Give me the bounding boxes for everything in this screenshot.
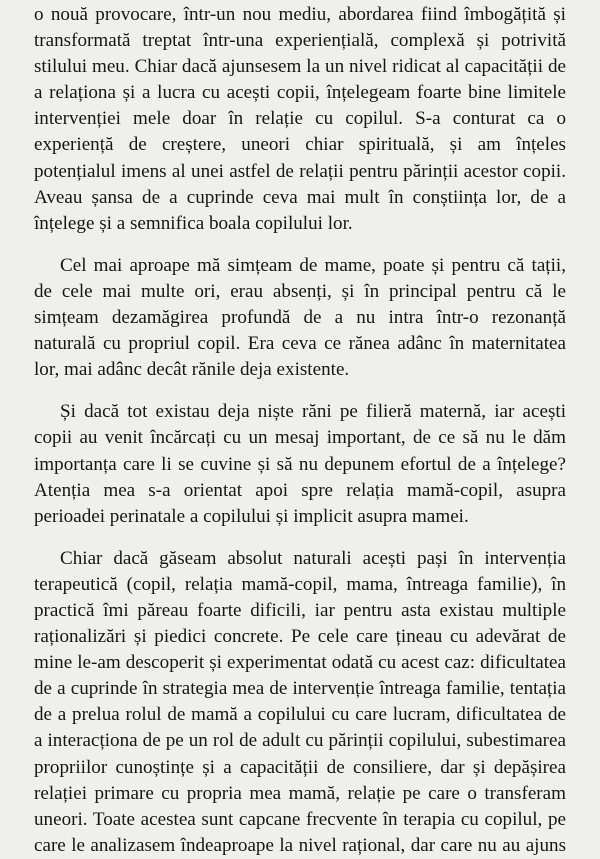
text-line: terapeutică (copil, relația mamă-copil, mama, întreaga familie), în bbox=[34, 573, 566, 595]
paragraph-2 bbox=[34, 253, 566, 383]
text-line: Atenția mea s-a orientat apoi spre relația mamă-copil, asupra bbox=[34, 479, 566, 501]
text-line: stilului meu. Chiar dacă ajunsesem la un nivel ridicat al capacității de bbox=[34, 56, 566, 78]
text-line: Aveau șansa de a cuprinde ceva mai mult în conștiința lor, de a bbox=[34, 186, 566, 208]
text-line: naturală cu propriul copil. Era ceva ce rănea adânc în maternitatea bbox=[34, 333, 566, 355]
text-line: a relaționa și a lucra cu acești copii, înțelegeam foarte bine limitele bbox=[34, 82, 566, 104]
text-line: Cel mai aproape mă simțeam de mame, poate și pentru că tații, bbox=[60, 254, 566, 276]
paragraph-3 bbox=[34, 399, 566, 529]
text-line: importanța care li se cuvine și să nu depunem efortul de a înțelege? bbox=[34, 453, 566, 475]
text-line: lor, mai adânc decât rănile deja existente. bbox=[34, 359, 350, 381]
text-line: care le analizasem îndeaproape la nivel rațional, dar care nu au ajuns bbox=[34, 834, 566, 856]
text-line: o nouă provocare, într-un nou mediu, abordarea fiind îmbogățită și bbox=[34, 4, 566, 25]
text-line: raționalizări și piedici concrete. Pe cele care țineau cu adevărat de bbox=[34, 626, 566, 648]
paragraph-4 bbox=[34, 546, 566, 859]
text-line: experiență de creștere, uneori chiar spirituală, și am înțeles bbox=[34, 134, 566, 156]
paragraph-1 bbox=[34, 2, 566, 237]
text-line: înțelege și a semnifica boala copilului lor. bbox=[34, 212, 353, 234]
text-line: intervenției mele doar în relație cu copilul. S-a conturat ca o bbox=[34, 108, 566, 130]
text-line: perioadei perinatale a copilului și implicit asupra mamei. bbox=[34, 505, 469, 527]
text-line: relației primare cu propria mea mamă, relație pe care o transferam bbox=[34, 782, 566, 804]
text-line: copii au venit încărcați cu un mesaj important, de ce să nu le dăm bbox=[34, 427, 566, 449]
text-line: potențialul imens al unei astfel de relații pentru părinții acestor copii. bbox=[34, 160, 566, 182]
text-line: transformată treptat într-una experiențială, complexă și potrivită bbox=[34, 30, 566, 52]
text-line: de cele mai multe ori, erau absenți, și în principal pentru că le bbox=[34, 280, 566, 302]
text-line: de a prelua rolul de mamă a copilului cu care lucram, dificultatea de bbox=[34, 704, 566, 726]
text-line: a interacționa de pe un rol de adult cu părinții copilului, subestimarea bbox=[34, 730, 566, 752]
text-line: de a cuprinde în strategia mea de intervenție întreaga familie, tentația bbox=[34, 678, 566, 700]
text-line: Și dacă tot existau deja niște răni pe filieră maternă, iar acești bbox=[60, 401, 566, 423]
text-line: practică îmi păreau foarte dificili, iar pentru asta existau multiple bbox=[34, 599, 566, 621]
text-line: propriilor cunoștințe și a capacității de consiliere, dar și depășirea bbox=[34, 756, 566, 778]
text-line: uneori. Toate acestea sunt capcane frecvente în terapia cu copilul, pe bbox=[34, 808, 566, 830]
text-line: Chiar dacă găseam absolut naturali acești pași în intervenția bbox=[60, 547, 566, 569]
text-line: simțeam dezamăgirea profundă de a nu intra într-o rezonanță bbox=[34, 307, 566, 329]
text-line: mine le-am descoperit și experimentat odată cu acest caz: dificultatea bbox=[34, 652, 566, 674]
